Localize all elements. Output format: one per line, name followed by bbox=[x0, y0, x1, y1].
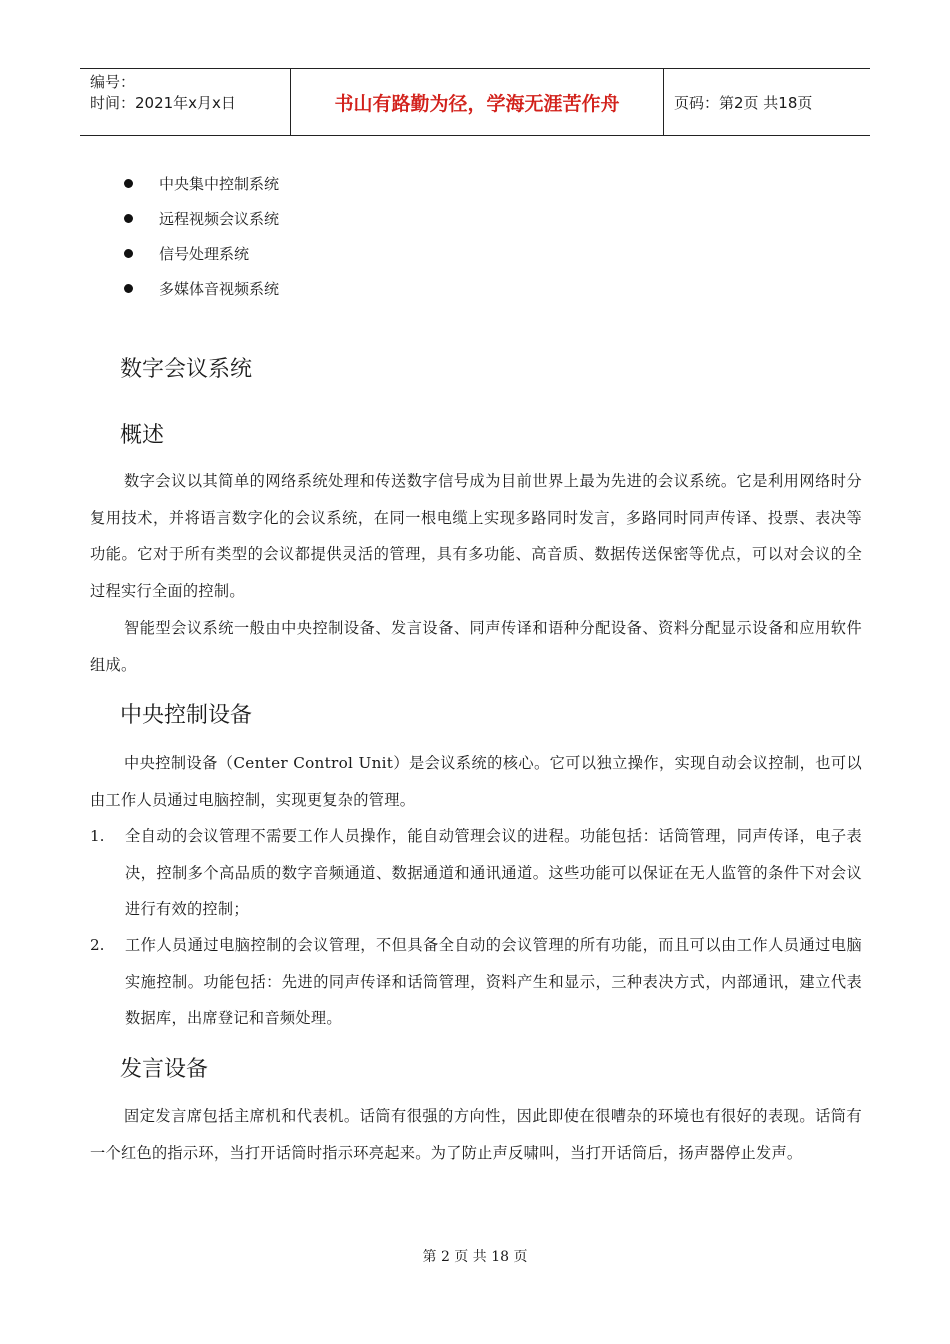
list-item-label: 中央集中控制系统 bbox=[159, 174, 280, 193]
bullet-icon bbox=[124, 284, 133, 293]
header-motto: 书山有路勤为径，学海无涯苦作舟 bbox=[291, 69, 664, 136]
list-item bbox=[124, 271, 279, 306]
bullet-icon bbox=[124, 249, 133, 258]
overview-paragraph-2: 智能型会议系统一般由中央控制设备、发言设备、同声传译和语种分配设备、资料分配显示设备和应用软件组成。 bbox=[90, 619, 862, 674]
speech-paragraph: 固定发言席包括主席机和代表机。话筒有很强的方向性，因此即使在很嘈杂的环境也有很好的表现。话筒有一个红色的指示环，当打开话筒时指示环亮起来。为了防止声反啸叫，当打开话筒后，扬声器停止发声。 bbox=[90, 1107, 862, 1162]
numbered-item bbox=[90, 818, 862, 928]
list-item-label: 信号处理系统 bbox=[159, 244, 250, 263]
bullet-icon bbox=[124, 214, 133, 223]
section-title: 数字会议系统 bbox=[120, 357, 253, 382]
header-meta bbox=[80, 69, 291, 136]
date-label: 时间：2021年x月x日 bbox=[90, 94, 236, 112]
central-intro: 中央控制设备（Center Control Unit）是会议系统的核心。它可以独立操作，实现自动会议控制，也可以由工作人员通过电脑控制，实现更复杂的管理。 bbox=[90, 754, 862, 809]
item-text: 工作人员通过电脑控制的会议管理，不但具备全自动的会议管理的所有功能，而且可以由工作人员通过电脑实施控制。功能包括：先进的同声传译和话筒管理，资料产生和显示，三种表决方式，内部通讯，建立代表数据库，出席登记和音频处理。 bbox=[125, 936, 862, 1027]
bullet-icon bbox=[124, 179, 133, 188]
list-item-label: 远程视频会议系统 bbox=[159, 209, 280, 228]
central-heading: 中央控制设备 bbox=[120, 703, 253, 728]
header-page-info: 页码：第2页 共18页 bbox=[674, 93, 813, 112]
system-list bbox=[124, 166, 279, 306]
numbered-item bbox=[90, 927, 862, 1037]
item-number: 2. bbox=[90, 936, 105, 954]
list-item bbox=[124, 201, 279, 236]
list-item bbox=[124, 236, 279, 271]
overview-heading: 概述 bbox=[120, 423, 165, 448]
list-item bbox=[124, 166, 279, 201]
item-text: 全自动的会议管理不需要工作人员操作，能自动管理会议的进程。功能包括：话筒管理，同声传译，电子表决，控制多个高品质的数字音频通道、数据通道和通讯通道。这些功能可以保证在无人监管的条件下对会议进行有效的控制； bbox=[125, 827, 862, 918]
speech-heading: 发言设备 bbox=[120, 1057, 209, 1082]
page-header bbox=[80, 68, 870, 136]
page-footer: 第 2 页 共 18 页 bbox=[422, 1249, 528, 1265]
overview-paragraph: 数字会议以其简单的网络系统处理和传送数字信号成为目前世界上最为先进的会议系统。它是利用网络时分复用技术，并将语言数字化的会议系统，在同一根电缆上实现多路同时发言，多路同时同声传译、投票、表决等功能。它对于所有类型的会议都提供灵活的管理，具有多功能、高音质、数据传送保密等优点，可以对会议的全过程实行全面的控制。 bbox=[90, 472, 862, 600]
item-number: 1. bbox=[90, 827, 105, 845]
list-item-label: 多媒体音视频系统 bbox=[159, 279, 280, 298]
number-label: 编号： bbox=[90, 73, 136, 91]
